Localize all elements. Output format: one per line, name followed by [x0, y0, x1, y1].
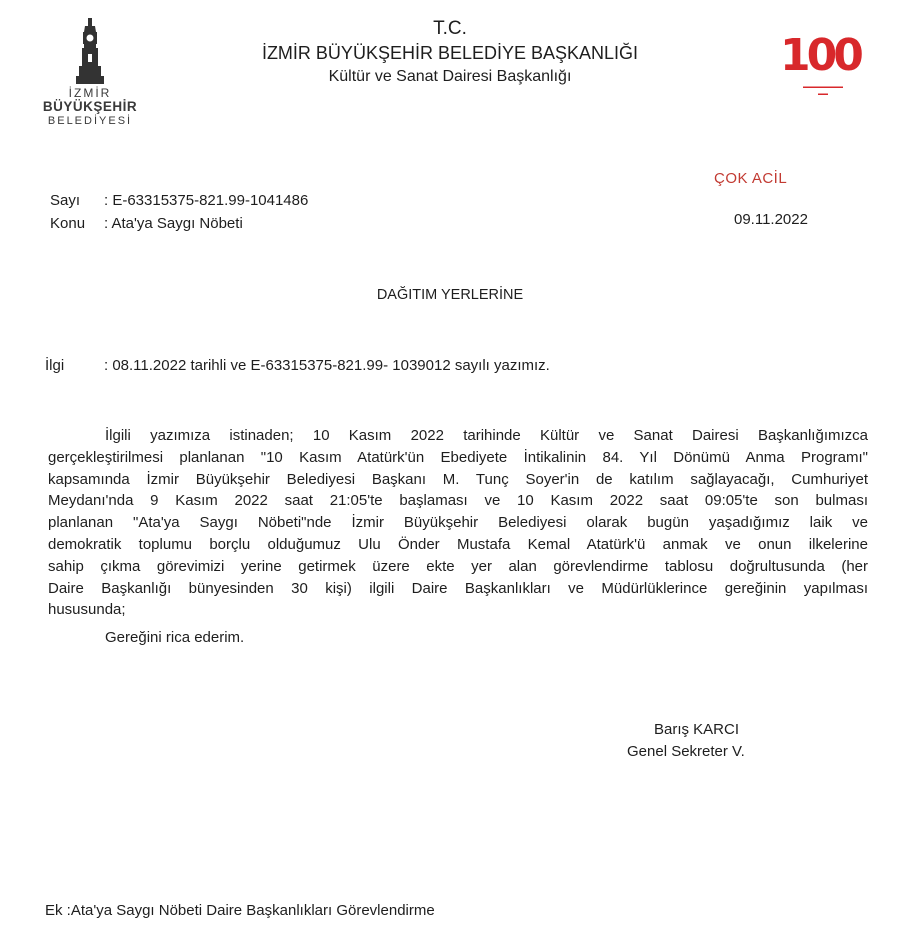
centenary-caption-line: ▬▬	[818, 91, 828, 97]
body-line: planlanan "Ata'ya Saygı Nöbeti"nde İzmir Büyükşehir Belediyesi olarak bugün yaşadığımız laik ve	[48, 514, 868, 532]
body-line: hususunda;	[48, 601, 126, 619]
body-line: gerçekleştirilmesi planlanan "10 Kasım Atatürk'ün Ebediyete İntikalinin 84. Yıl Dönümü Anma Programı"	[48, 448, 868, 466]
header-organization: İZMİR BÜYÜKŞEHİR BELEDİYE BAŞKANLIĞI	[261, 43, 639, 63]
body-line: Meydanı'nda 9 Kasım 2022 saat 21:05'te başlaması ve 10 Kasım 2022 saat 09:05'te son bulması	[48, 492, 868, 510]
body-line: Daire Başkanlığı bünyesinden 30 kişi) ilgili Daire Başkanlıkları ve Müdürlüklerince gereğinin yapılması	[48, 579, 868, 597]
closing-text: Gereğini rica ederim.	[105, 629, 245, 646]
body-line: sahip çıkma görevimizi yerine getirmek üzere ekte yer alan görevlendirme tablosu doğrultusunda (her	[48, 557, 868, 575]
centenary-caption-line: ▬▬▬▬▬▬▬▬	[803, 84, 843, 90]
konu-label: Konu	[50, 215, 86, 232]
body-line: demokratik toplumu borçlu olduğumuz Ulu Önder Mustafa Kemal Atatürk'ü anmak ve onun ilkelerine	[48, 535, 868, 553]
signatory-name: Barış KARCI	[654, 721, 740, 738]
ilgi-value: : 08.11.2022 tarihli ve E-63315375-821.99- 1039012 sayılı yazımız.	[104, 357, 550, 374]
sayi-value: : E-63315375-821.99-1041486	[104, 192, 309, 209]
signatory-title: Genel Sekreter V.	[627, 743, 745, 760]
document-date: 09.11.2022	[734, 211, 808, 228]
sayi-label: Sayı	[50, 192, 81, 209]
urgency-label: ÇOK ACİL	[714, 170, 788, 187]
izmir-municipality-logo	[30, 18, 150, 127]
clock-tower-icon	[72, 18, 108, 90]
distribution-heading: DAĞITIM YERLERİNE	[376, 287, 524, 303]
body-line: kapsamında İzmir Büyükşehir Belediyesi Başkanı M. Tunç Soyer'in de katılım sağlayacağı, Cumhuriyet	[48, 470, 868, 488]
header-department: Kültür ve Sanat Dairesi Başkanlığı	[328, 68, 572, 85]
body-paragraph	[48, 425, 868, 621]
centenary-number: 100	[780, 30, 860, 81]
ilgi-label: İlgi	[45, 357, 65, 374]
header-tc: T.C.	[433, 18, 467, 39]
attachment-note: Ek :Ata'ya Saygı Nöbeti Daire Başkanlıkları Görevlendirme	[45, 902, 435, 919]
logo-text-izmir: İZMİR	[68, 86, 112, 100]
konu-value: : Ata'ya Saygı Nöbeti	[104, 215, 243, 232]
centenary-logo	[778, 30, 868, 100]
body-line: İlgili yazımıza istinaden; 10 Kasım 2022 tarihinde Kültür ve Sanat Dairesi Başkanlığımızca	[105, 427, 868, 444]
logo-text-buyuksehir: BÜYÜKŞEHİR	[42, 99, 138, 114]
logo-text-belediyesi: BELEDİYESİ	[47, 115, 133, 127]
